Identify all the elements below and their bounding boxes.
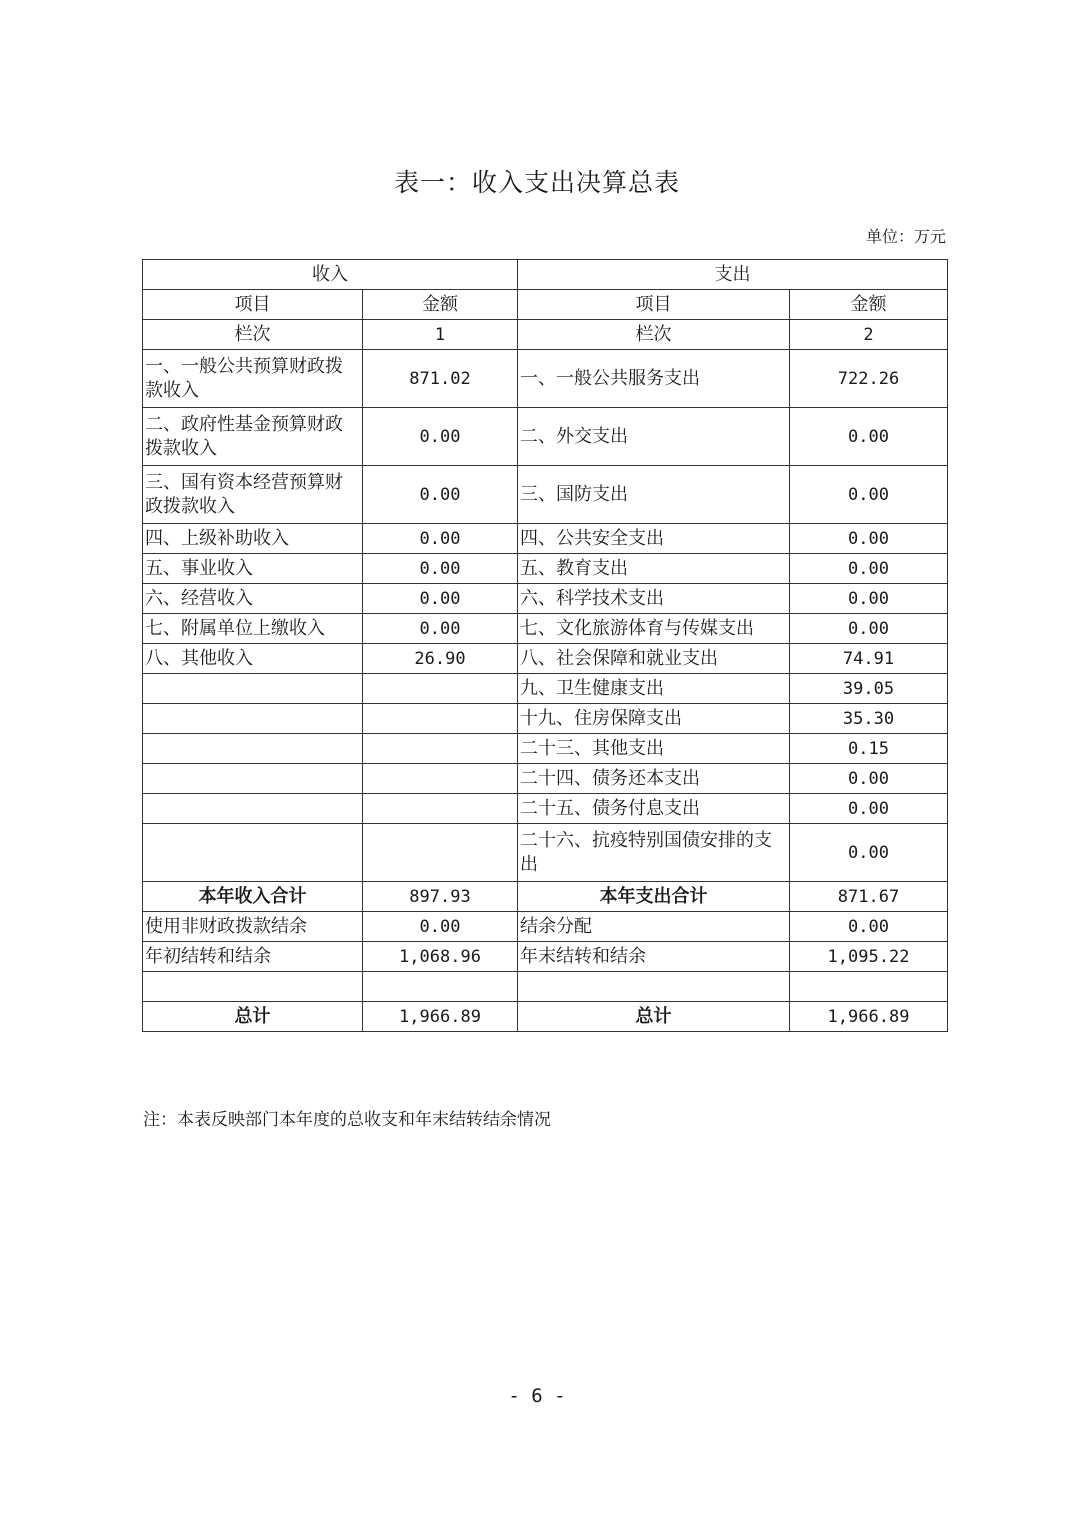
expense-index-label: 栏次: [518, 320, 790, 350]
expense-amount: 0.00: [790, 824, 948, 882]
expense-item: 三、国防支出: [518, 466, 790, 524]
table-row: [143, 704, 948, 734]
header-row-sections: [143, 260, 948, 290]
table-row: [143, 554, 948, 584]
table-row: [143, 794, 948, 824]
table-row: [143, 614, 948, 644]
expense-amount: 74.91: [790, 644, 948, 674]
income-amount: [363, 824, 518, 882]
expense-item: 四、公共安全支出: [518, 524, 790, 554]
income-amount: 26.90: [363, 644, 518, 674]
expense-amount-header: 金额: [790, 290, 948, 320]
header-row-index: [143, 320, 948, 350]
income-item: [143, 734, 363, 764]
income-index-label: 栏次: [143, 320, 363, 350]
table-row: [143, 674, 948, 704]
expense-item: 二十三、其他支出: [518, 734, 790, 764]
income-amount: 0.00: [363, 408, 518, 466]
expense-amount: 0.00: [790, 466, 948, 524]
balance-row: [143, 912, 948, 942]
expense-amount: 35.30: [790, 704, 948, 734]
expense-index-number: 2: [790, 320, 948, 350]
table-row: [143, 408, 948, 466]
table-note: 注：本表反映部门本年度的总收支和年末结转结余情况: [143, 1110, 551, 1130]
end-carryover-label: 年末结转和结余: [518, 942, 790, 972]
income-item: 七、附属单位上缴收入: [143, 614, 363, 644]
income-item: 八、其他收入: [143, 644, 363, 674]
income-amount: [363, 764, 518, 794]
income-item: 六、经营收入: [143, 584, 363, 614]
begin-carryover: 1,068.96: [363, 942, 518, 972]
expense-amount: 0.00: [790, 408, 948, 466]
begin-carryover-label: 年初结转和结余: [143, 942, 363, 972]
income-amount: 0.00: [363, 524, 518, 554]
page-number: - 6 -: [508, 1385, 566, 1407]
income-item: 五、事业收入: [143, 554, 363, 584]
expense-amount: 0.00: [790, 614, 948, 644]
expense-item: 二十四、债务还本支出: [518, 764, 790, 794]
income-amount: 0.00: [363, 466, 518, 524]
expense-amount: 722.26: [790, 350, 948, 408]
end-carryover: 1,095.22: [790, 942, 948, 972]
expense-item: 七、文化旅游体育与传媒支出: [518, 614, 790, 644]
expense-item: 八、社会保障和就业支出: [518, 644, 790, 674]
year-income-total: 897.93: [363, 882, 518, 912]
income-item: [143, 794, 363, 824]
income-item: [143, 824, 363, 882]
grand-total-expense-label: 总计: [518, 1002, 790, 1032]
grand-total-row: [143, 1002, 948, 1032]
blank-row: [143, 972, 948, 1002]
income-item: 四、上级补助收入: [143, 524, 363, 554]
income-amount: 871.02: [363, 350, 518, 408]
income-section-header: 收入: [143, 260, 518, 290]
expense-item: 十九、住房保障支出: [518, 704, 790, 734]
income-item: [143, 704, 363, 734]
income-amount-header: 金额: [363, 290, 518, 320]
expense-section-header: 支出: [518, 260, 948, 290]
grand-total-income-label: 总计: [143, 1002, 363, 1032]
table-row: [143, 466, 948, 524]
surplus-distribution: 0.00: [790, 912, 948, 942]
income-item: [143, 764, 363, 794]
grand-total-income: 1,966.89: [363, 1002, 518, 1032]
expense-amount: 0.00: [790, 794, 948, 824]
page-title: 表一：收入支出决算总表: [393, 168, 680, 197]
expense-amount: 0.00: [790, 554, 948, 584]
surplus-distribution-label: 结余分配: [518, 912, 790, 942]
table-row: [143, 584, 948, 614]
carryover-row: [143, 942, 948, 972]
income-item-header: 项目: [143, 290, 363, 320]
income-amount: [363, 734, 518, 764]
year-expense-total-label: 本年支出合计: [518, 882, 790, 912]
income-amount: [363, 704, 518, 734]
income-amount: [363, 794, 518, 824]
income-item: 一、一般公共预算财政拨款收入: [143, 350, 363, 408]
blank-cell: [143, 972, 363, 1002]
expense-item: 二十六、抗疫特别国债安排的支出: [518, 824, 790, 882]
income-item: [143, 674, 363, 704]
grand-total-expense: 1,966.89: [790, 1002, 948, 1032]
header-row-columns: [143, 290, 948, 320]
income-amount: 0.00: [363, 614, 518, 644]
income-item: 二、政府性基金预算财政拨款收入: [143, 408, 363, 466]
table-row: [143, 824, 948, 882]
expense-amount: 0.00: [790, 584, 948, 614]
nonfiscal-balance-label: 使用非财政拨款结余: [143, 912, 363, 942]
nonfiscal-balance: 0.00: [363, 912, 518, 942]
budget-table: [142, 259, 948, 1032]
blank-cell: [518, 972, 790, 1002]
expense-item: 一、一般公共服务支出: [518, 350, 790, 408]
blank-cell: [790, 972, 948, 1002]
income-item: 三、国有资本经营预算财政拨款收入: [143, 466, 363, 524]
expense-item: 九、卫生健康支出: [518, 674, 790, 704]
blank-cell: [363, 972, 518, 1002]
unit-label: 单位：万元: [865, 227, 946, 246]
expense-amount: 0.00: [790, 524, 948, 554]
expense-amount: 0.15: [790, 734, 948, 764]
expense-amount: 0.00: [790, 764, 948, 794]
year-expense-total: 871.67: [790, 882, 948, 912]
year-income-total-label: 本年收入合计: [143, 882, 363, 912]
expense-item: 六、科学技术支出: [518, 584, 790, 614]
expense-item: 二、外交支出: [518, 408, 790, 466]
income-amount: 0.00: [363, 584, 518, 614]
expense-amount: 39.05: [790, 674, 948, 704]
expense-item: 二十五、债务付息支出: [518, 794, 790, 824]
year-total-row: [143, 882, 948, 912]
table-row: [143, 644, 948, 674]
table-row: [143, 350, 948, 408]
income-amount: 0.00: [363, 554, 518, 584]
table-row: [143, 764, 948, 794]
expense-item: 五、教育支出: [518, 554, 790, 584]
expense-item-header: 项目: [518, 290, 790, 320]
income-index-number: 1: [363, 320, 518, 350]
table-row: [143, 734, 948, 764]
table-row: [143, 524, 948, 554]
income-amount: [363, 674, 518, 704]
